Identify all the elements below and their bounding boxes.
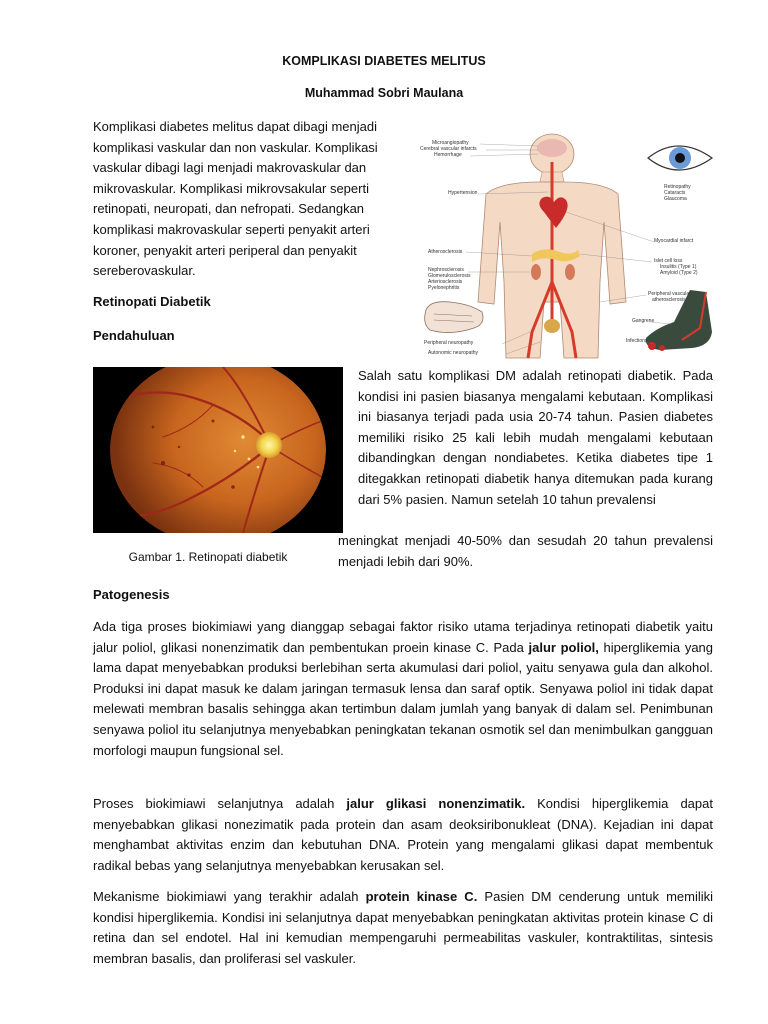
intro-paragraph: Komplikasi diabetes melitus dapat dibagi menjadi komplikasi vaskular dan non vaskular. Komplikasi vaskular dibagi lagi menjadi makrovaskular dan mikrovaskular. Komplikasi mikrovsakular seperti retinopati, neuropati, dan nefropati. Sedangkan komplikasi makrovaskular seperti penyakit arteri koroner, penyakit arteri periperal dan penyakit sereberovaskular. [93, 119, 378, 279]
label-retinopathy: Retinopathy [664, 184, 691, 190]
label-hemorrhage: Hemorrhage [434, 152, 462, 158]
patogenesis-paragraph-3 [93, 887, 713, 969]
figure-caption: Gambar 1. Retinopati diabetik [128, 550, 288, 564]
label-autonomic-neuropathy: Autonomic neuropathy [428, 350, 479, 356]
label-myocardial-infarct: Myocardial infarct [654, 238, 694, 244]
p3-text-start: Mekanisme biokimiawi yang terakhir adalah [93, 889, 366, 904]
retinopati-paragraph-part1: Salah satu komplikasi DM adalah retinopati diabetik. Pada kondisi ini pasien biasanya mengalami kebutaan. Komplikasi ini biasanya terjadi pada usia 20-74 tahun. Pasien diabetes memiliki risiko 25 kali lebih mudah mengalami kebutaan dibandingkan dengan nondiabetes. Ketika diabetes tipe 1 ditegakkan retinopati diabetik hanya ditemukan pada kurang dari 5% pasien. Namun setelah 10 tahun prevalensi [358, 368, 713, 507]
p2-text-end: Kondisi hiperglikemia dapat menyebabkan glikasi nonezimatik pada protein dan asam deoksiribonukleat (DNA). Kejadian ini dapat menghambat aktivitas enzim dan kebutuhan DNA. Protein yang mengalami glikasi dapat membentuk radikal bebas yang selanjutnya menyebabkan kerusakan sel. [93, 796, 713, 873]
eye-graphic [648, 146, 712, 170]
label-cerebral: Cerebral vascular infarcts [420, 146, 477, 152]
retina-fundus-photo [93, 367, 343, 533]
label-amyloid: Amyloid (Type 2) [660, 270, 698, 276]
retinopati-paragraph-part2: meningkat menjadi 40-50% dan sesudah 20 tahun prevalensi menjadi lebih dari 90%. [338, 533, 713, 569]
label-atherosclerosis: Atherosclerosis [428, 249, 463, 255]
label-gangrene: Gangrene [632, 318, 655, 324]
label-cataracts: Cataracts [664, 190, 686, 196]
kidney-right-graphic [565, 264, 575, 280]
p3-text-end: Pasien DM cenderung untuk memiliki kondisi hiperglikemia. Kondisi ini selanjutnya dapat menyebabkan peningkatan aktivitas protein kinase C di retina dan sel endotel. Hal ini kemudian mempengaruhi permeabilitas vaskuler, kontraktilitas, sintesis membran basalis, dan proliferasi sel vaskuler. [93, 889, 714, 966]
label-hypertension: Hypertension [448, 190, 478, 196]
diabetes-complications-figure [420, 132, 720, 360]
label-insulitis: Insulitis (Type 1) [660, 264, 697, 270]
label-microangiopathy: Microangiopathy [432, 140, 469, 146]
label-peripheral-neuropathy: Peripheral neuropathy [424, 340, 474, 346]
label-arteriosclerosis: Arteriosclerosis [428, 279, 463, 285]
bladder-graphic [544, 319, 560, 333]
label-peripheral-vascular: Peripheral vascular [648, 291, 691, 297]
document-author: Muhammad Sobri Maulana [304, 86, 464, 100]
p1-text-start: Ada tiga proses biokimiawi yang dianggap sebagai faktor risiko utama terjadinya retinopati diabetik yaitu jalur poliol, glikasi nonenzimatik dan pembentukan proein kinase C. Pada [93, 619, 713, 655]
kidney-left-graphic [531, 264, 541, 280]
heading-patogenesis: Patogenesis [93, 587, 170, 602]
p2-text-start: Proses biokimiawi selanjutnya adalah [93, 796, 347, 811]
p1-text-end: hiperglikemia yang lama dapat menyebabkan produksi berlebihan serta akumulasi dari poliol, yaitu senyawa gula dan alkohol. Produksi ini dapat masuk ke dalam jaringan termasuk lensa dan saraf optik. Senyawa poliol ini tidak dapat melewati membran basalis sehingga akan tertimbun dalam jumlah yang banyak di dalam sel. Penimbunan senyawa poliol itu selanjutnya menyebabkan peningkatan tekanan osmotik sel dan menimbulkan gangguan morfologi maupun fungsional sel. [93, 639, 714, 758]
label-islet-cell-loss: Islet cell loss [654, 258, 683, 264]
label-peripheral-atherosclerosis: atherosclerosis [652, 297, 686, 303]
p1-bold-term: jalur poliol, [528, 639, 599, 655]
heading-retinopati-diabetik: Retinopati Diabetik [93, 294, 211, 309]
label-infections: Infections [626, 338, 648, 344]
label-pyelonephritis: Pyelonephritis [428, 285, 460, 291]
label-nephrosclerosis: Nephrosclerosis [428, 267, 464, 273]
hand-graphic [425, 302, 483, 333]
heading-pendahuluan: Pendahuluan [93, 328, 175, 343]
p2-bold-term: jalur glikasi nonenzimatik. [346, 796, 526, 811]
label-glaucoma: Glaucoma [664, 196, 687, 202]
patogenesis-paragraph-1 [93, 617, 713, 761]
label-glomerulosclerosis: Glomerulosclerosis [428, 273, 471, 279]
p3-bold-term: protein kinase C. [365, 889, 478, 904]
brain-graphic [537, 139, 567, 157]
document-title: KOMPLIKASI DIABETES MELITUS [282, 54, 486, 68]
patogenesis-paragraph-2 [93, 794, 713, 876]
